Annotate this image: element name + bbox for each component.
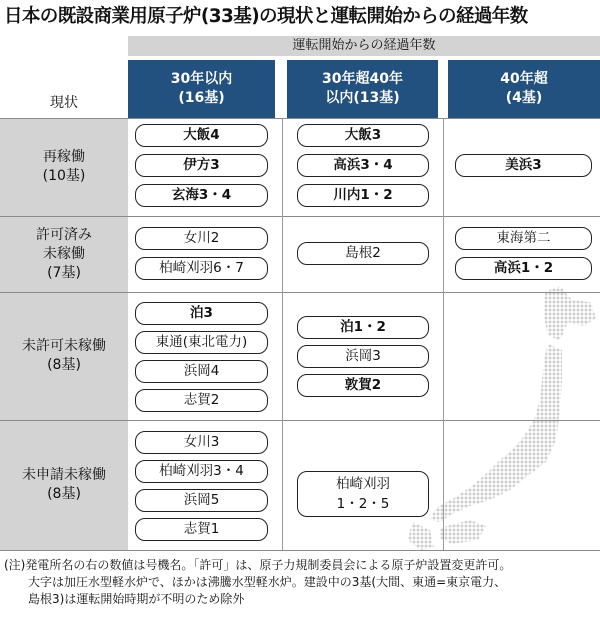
row-divider <box>0 292 600 293</box>
reactor-unit-line: 1・2・5 <box>336 496 390 512</box>
reactor-tsuruga-2: 敦賀2 <box>297 374 429 397</box>
reactor-name-line: 柏崎刈羽 <box>336 476 390 492</box>
kyushu-shape <box>408 522 434 550</box>
row-divider <box>0 216 600 217</box>
row-label-count: (8基) <box>47 486 81 502</box>
reactor-onagawa-3: 女川3 <box>135 431 268 454</box>
row-label-count: (8基) <box>47 357 81 373</box>
reactor-genkai-3-4: 玄海3・4 <box>135 184 268 207</box>
reactor-ohi-3: 大飯3 <box>297 124 429 147</box>
row-label-count: (7基) <box>47 264 81 281</box>
row-label-line: 未申請未稼働 <box>22 467 106 483</box>
reactor-tokai-2: 東海第二 <box>455 227 592 250</box>
column-header-line: 30年超40年 <box>322 71 403 87</box>
reactor-ohi-4: 大飯4 <box>135 124 268 147</box>
row-label-not-applied <box>0 420 128 550</box>
row-label-unapproved-idle <box>0 292 128 420</box>
hokkaido-shape <box>544 286 596 340</box>
reactor-sendai-1-2: 川内1・2 <box>297 184 429 207</box>
elapsed-years-header: 運転開始からの経過年数 <box>128 36 600 56</box>
reactor-hamaoka-5: 浜岡5 <box>135 489 268 512</box>
reactor-takahama-3-4: 高浜3・4 <box>297 154 429 177</box>
page-title: 日本の既設商業用原子炉(33基)の現状と運転開始からの経過年数 <box>4 6 528 27</box>
row-label-approved-idle <box>0 216 128 292</box>
reactor-ikata-3: 伊方3 <box>135 154 268 177</box>
reactor-tomari-1-2: 泊1・2 <box>297 316 429 339</box>
status-column-header: 現状 <box>50 95 78 111</box>
column-divider <box>282 118 283 550</box>
reactor-higashidori-tohoku: 東通(東北電力) <box>135 331 268 354</box>
row-divider <box>0 420 600 421</box>
reactor-takahama-1-2: 高浜1・2 <box>455 257 592 280</box>
column-header-count: (4基) <box>505 90 543 106</box>
reactor-kashiwazaki-6-7: 柏崎刈羽6・7 <box>135 257 268 280</box>
reactor-kashiwazaki-1-2-5 <box>297 471 429 517</box>
row-label-restarted <box>0 118 128 216</box>
column-header-line: 30年以内 <box>170 71 233 87</box>
reactor-mihama-3: 美浜3 <box>455 154 592 177</box>
row-divider <box>0 118 600 119</box>
reactor-shika-1: 志賀1 <box>135 518 268 541</box>
shikoku-shape <box>440 520 486 544</box>
reactor-kashiwazaki-3-4: 柏崎刈羽3・4 <box>135 460 268 483</box>
reactor-onagawa-2: 女川2 <box>135 227 268 250</box>
column-header-line: 40年超 <box>500 71 548 87</box>
footnote <box>4 557 598 608</box>
footnote-line: 島根3)は運転開始時期が不明のため除外 <box>4 592 245 606</box>
column-header-count: (16基) <box>178 90 225 106</box>
footnote-line: (注)発電所名の右の数値は号機名。「許可」は、原子力規制委員会による原子炉設置変更許可。 <box>4 558 512 572</box>
row-label-line: 許可済み <box>36 226 92 243</box>
row-divider <box>0 550 600 551</box>
reactor-shimane-2: 島根2 <box>297 242 429 265</box>
row-label-line: 再稼働 <box>43 149 85 165</box>
reactor-hamaoka-3: 浜岡3 <box>297 345 429 368</box>
row-label-line: 未許可未稼働 <box>22 338 106 354</box>
footnote-line: 大字は加圧水型軽水炉で、ほかは沸騰水型軽水炉。建設中の3基(大間、東通=東京電力、 <box>4 575 507 589</box>
row-label-line: 未稼働 <box>43 245 85 262</box>
reactor-tomari-3: 泊3 <box>135 302 268 325</box>
honshu-shape <box>430 344 562 522</box>
column-header-count: 以内(13基) <box>325 90 400 106</box>
reactor-hamaoka-4: 浜岡4 <box>135 360 268 383</box>
reactor-shika-2: 志賀2 <box>135 389 268 412</box>
row-label-count: (10基) <box>42 168 86 184</box>
column-divider <box>443 118 444 550</box>
